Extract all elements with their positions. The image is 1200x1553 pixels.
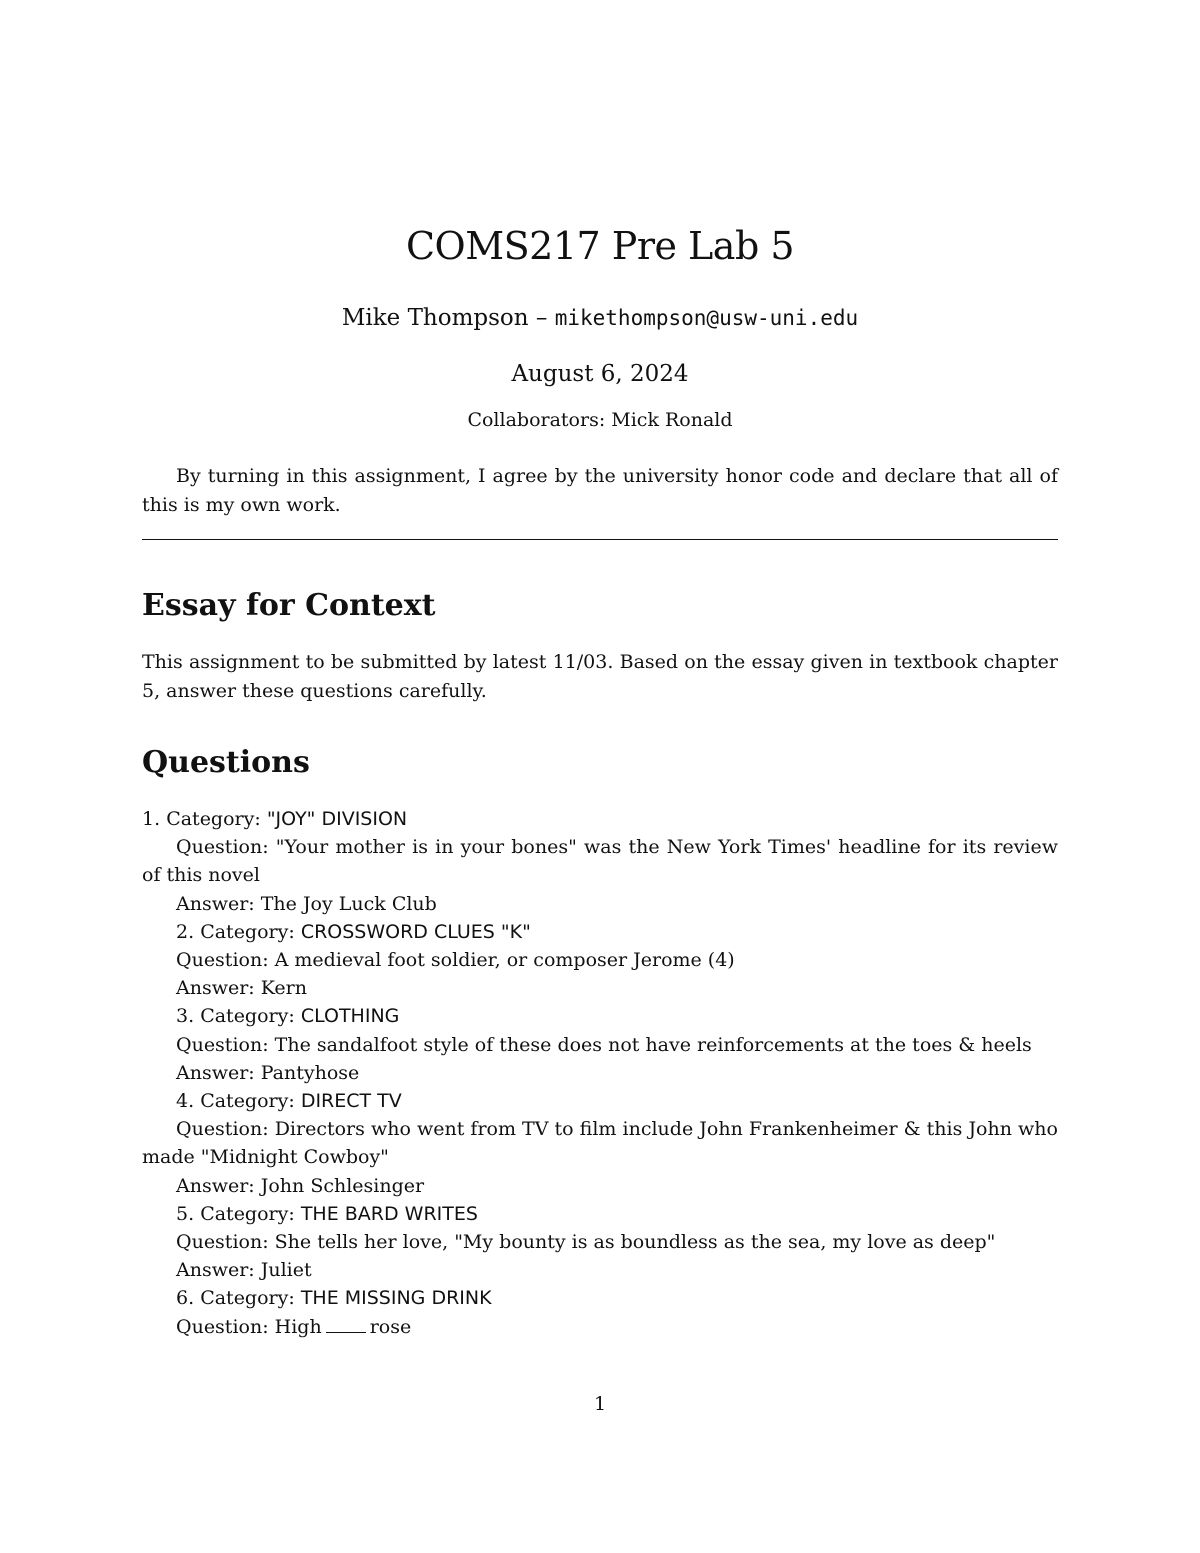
question-1-category: 1. Category: "JOY" DIVISION (142, 808, 408, 830)
question-2-category: 2. Category: CROSSWORD CLUES "K" (176, 920, 531, 943)
document-date: August 6, 2024 (511, 361, 689, 387)
question-2-answer: Answer: Kern (176, 977, 307, 1000)
author-separator: – (528, 305, 555, 331)
question-5-category: 5. Category: THE BARD WRITES (176, 1202, 478, 1225)
horizontal-rule (142, 539, 1058, 540)
question-3-category: 3. Category: CLOTHING (176, 1005, 400, 1028)
collaborators-line: Collaborators: Mick Ronald (467, 409, 733, 431)
author-email: mikethompson@usw-uni.edu (554, 306, 859, 330)
question-2-text: Question: A medieval foot soldier, or composer Jerome (4) (176, 949, 735, 972)
question-1-text: Question: "Your mother is in your bones" was the New York Times' headline for its review of this novel (142, 836, 1058, 887)
question-6-text: Question: High rose (176, 1315, 412, 1338)
question-5-answer: Answer: Juliet (176, 1259, 312, 1282)
question-3-answer: Answer: Pantyhose (176, 1061, 360, 1084)
questions-list (142, 805, 1058, 1341)
honor-statement: By turning in this assignment, I agree by the university honor code and declare that all of this is my own work. (142, 465, 1058, 516)
question-4-category: 4. Category: DIRECT TV (176, 1090, 402, 1113)
question-4-text: Question: Directors who went from TV to film include John Frankenheimer & this John who made "Midnight Cowboy" (142, 1118, 1058, 1169)
page-number: 1 (593, 1393, 607, 1415)
author-name: Mike Thompson (341, 305, 529, 331)
question-3-text: Question: The sandalfoot style of these does not have reinforcements at the toes & heels (176, 1033, 1032, 1056)
document-page (142, 0, 1058, 1553)
question-4-answer: Answer: John Schlesinger (176, 1174, 425, 1197)
question-1-answer: Answer: The Joy Luck Club (176, 892, 437, 915)
question-6-category: 6. Category: THE MISSING DRINK (176, 1287, 492, 1310)
essay-instructions: This assignment to be submitted by latest 11/03. Based on the essay given in textbook chapter 5, answer these questions carefully. (142, 651, 1058, 702)
author-line (142, 305, 1058, 331)
question-5-text: Question: She tells her love, "My bounty is as boundless as the sea, my love as deep" (176, 1231, 996, 1254)
section-heading-questions: Questions (142, 745, 310, 780)
document-title: COMS217 Pre Lab 5 (405, 224, 795, 268)
section-heading-essay: Essay for Context (142, 588, 436, 623)
fill-in-blank (326, 1331, 366, 1333)
